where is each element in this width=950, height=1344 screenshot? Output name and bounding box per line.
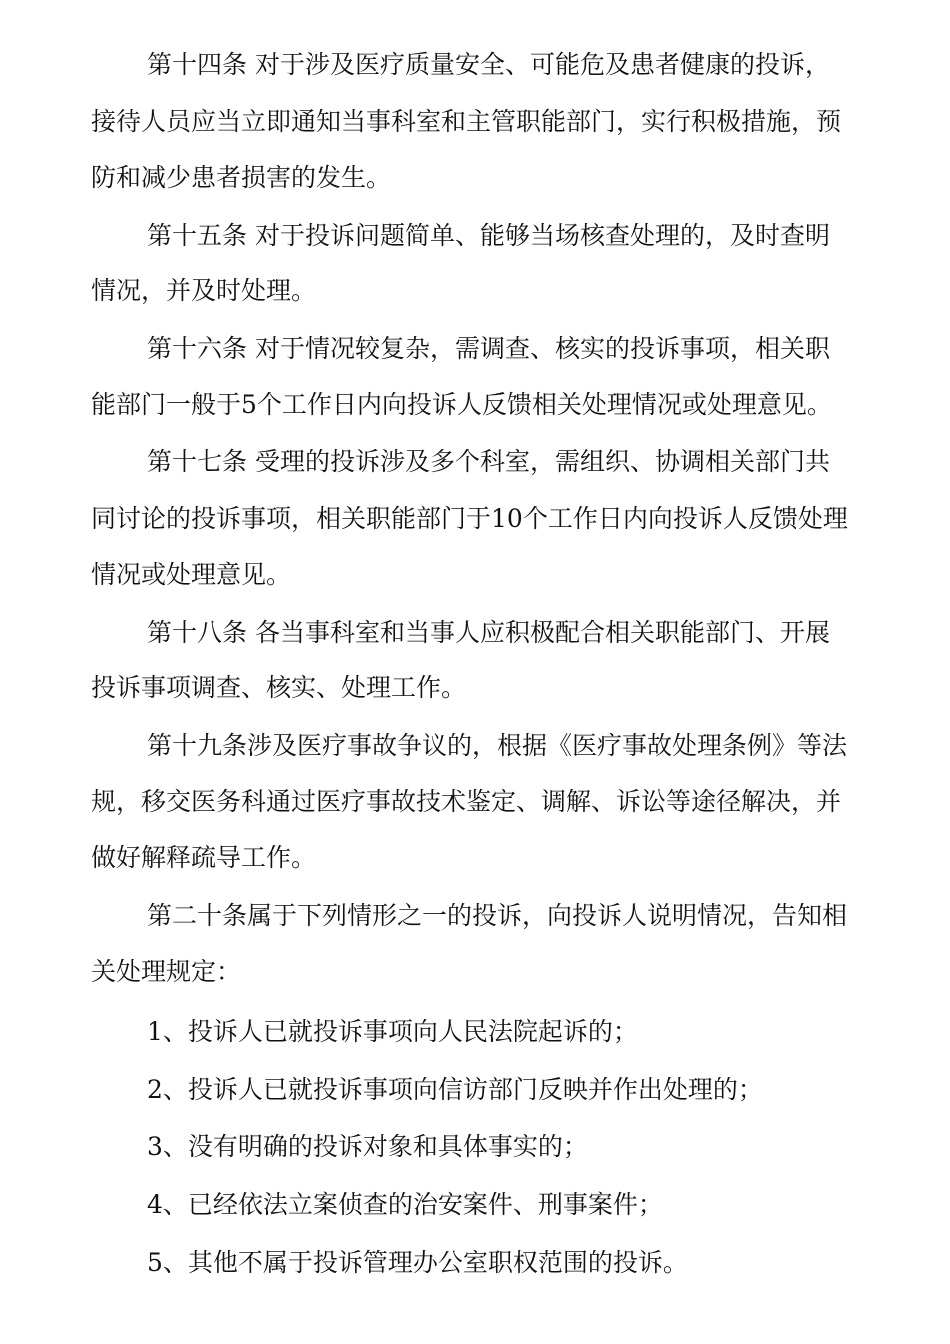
list-item-4: 4、已经依法立案侦查的治安案件、刑事案件； [147,1190,663,1219]
article-19-line-1: 第十九条涉及医疗事故争议的，根据《医疗事故处理条例》等法 [147,731,848,760]
article-17-line-1: 第十七条 受理的投诉涉及多个科室，需组织、协调相关部门共 [147,447,830,476]
list-item-2: 2、投诉人已就投诉事项向信访部门反映并作出处理的； [147,1075,763,1104]
article-17-line-3: 情况或处理意见。 [91,560,292,589]
list-item-3: 3、没有明确的投诉对象和具体事实的； [147,1132,588,1161]
article-16-line-1: 第十六条 对于情况较复杂，需调查、核实的投诉事项，相关职 [147,334,830,363]
list-item-1: 1、投诉人已就投诉事项向人民法院起诉的； [147,1017,638,1046]
article-15-line-1: 第十五条 对于投诉问题简单、能够当场核查处理的，及时查明 [147,221,830,250]
article-15-line-2: 情况，并及时处理。 [91,276,317,305]
article-18-line-1: 第十八条 各当事科室和当事人应积极配合相关职能部门、开展 [147,618,830,647]
article-20-line-1: 第二十条属于下列情形之一的投诉，向投诉人说明情况，告知相 [147,901,848,930]
article-19-line-2: 规，移交医务科通过医疗事故技术鉴定、调解、诉讼等途径解决，并 [91,787,842,816]
article-19-line-3: 做好解释疏导工作。 [91,843,317,872]
article-14-line-2: 接待人员应当立即通知当事科室和主管职能部门，实行积极措施，预 [91,107,842,136]
article-17-line-2: 同讨论的投诉事项，相关职能部门于10个工作日内向投诉人反馈处理 [91,504,848,533]
article-14-line-1: 第十四条 对于涉及医疗质量安全、可能危及患者健康的投诉， [147,50,830,79]
article-16-line-2: 能部门一般于5个工作日内向投诉人反馈相关处理情况或处理意见。 [91,390,832,419]
article-14-line-3: 防和减少患者损害的发生。 [91,163,392,192]
article-18-line-2: 投诉事项调查、核实、处理工作。 [91,673,467,702]
list-item-5: 5、其他不属于投诉管理办公室职权范围的投诉。 [147,1248,688,1277]
article-20-line-2: 关处理规定： [91,957,242,986]
